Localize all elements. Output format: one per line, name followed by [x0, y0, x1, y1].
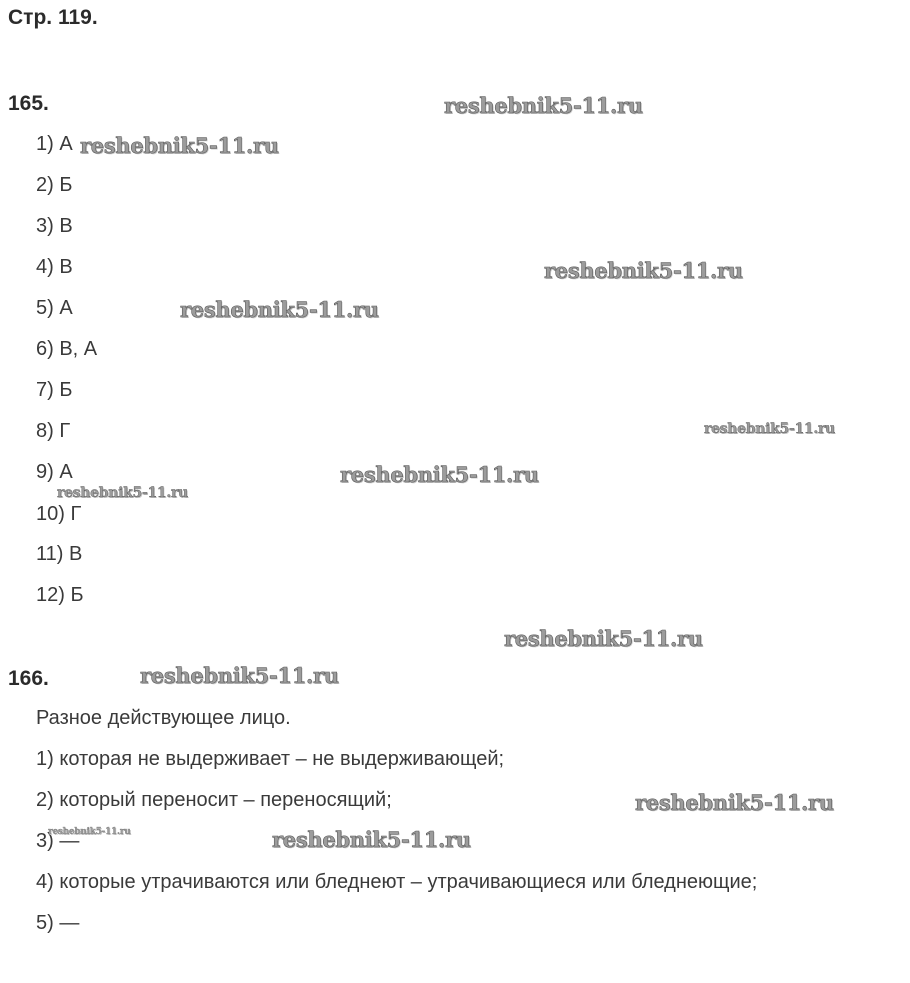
answer-165-9: 9) А — [36, 461, 73, 483]
watermark: reshebnik5-11.ru — [340, 462, 539, 487]
answer-165-5: 5) А — [36, 297, 73, 319]
watermark: reshebnik5-11.ru — [544, 258, 743, 283]
answer-165-3: 3) В — [36, 215, 73, 237]
watermark: reshebnik5-11.ru — [704, 421, 835, 437]
answer-166-2: 2) который переносит – переносящий; — [36, 789, 392, 811]
exercise-165-number: 165. — [8, 92, 49, 115]
watermark: reshebnik5-11.ru — [272, 827, 471, 852]
answer-166-4: 4) которые утрачиваются или бледнеют – утрачивающиеся или бледнеющие; — [36, 871, 758, 893]
watermark: reshebnik5-11.ru — [635, 790, 834, 815]
answer-165-10: 10) Г — [36, 503, 82, 525]
answer-165-2: 2) Б — [36, 174, 73, 196]
watermark: reshebnik5-11.ru — [140, 663, 339, 688]
answer-165-8: 8) Г — [36, 420, 71, 442]
answer-165-7: 7) Б — [36, 379, 73, 401]
answer-165-4: 4) В — [36, 256, 73, 278]
watermark: reshebnik5-11.ru — [180, 297, 379, 322]
answer-165-11: 11) В — [36, 543, 83, 565]
watermark: reshebnik5-11.ru — [444, 93, 643, 118]
watermark: reshebnik5-11.ru — [504, 626, 703, 651]
exercise-166-number: 166. — [8, 667, 49, 690]
answer-166-3: 3) — — [36, 830, 80, 852]
answer-165-12: 12) Б — [36, 584, 84, 606]
answer-166-1: 1) которая не выдерживает – не выдерживающей; — [36, 748, 505, 770]
watermark: reshebnik5-11.ru — [57, 485, 188, 501]
answer-165-6: 6) В, А — [36, 338, 98, 360]
exercise-166-intro: Разное действующее лицо. — [36, 707, 291, 729]
answer-166-5: 5) — — [36, 912, 80, 934]
answer-165-1: 1) А — [36, 133, 73, 155]
page-header: Стр. 119. — [8, 6, 98, 29]
watermark: reshebnik5-11.ru — [80, 133, 279, 158]
watermark: reshebnik5-11.ru — [48, 827, 131, 837]
